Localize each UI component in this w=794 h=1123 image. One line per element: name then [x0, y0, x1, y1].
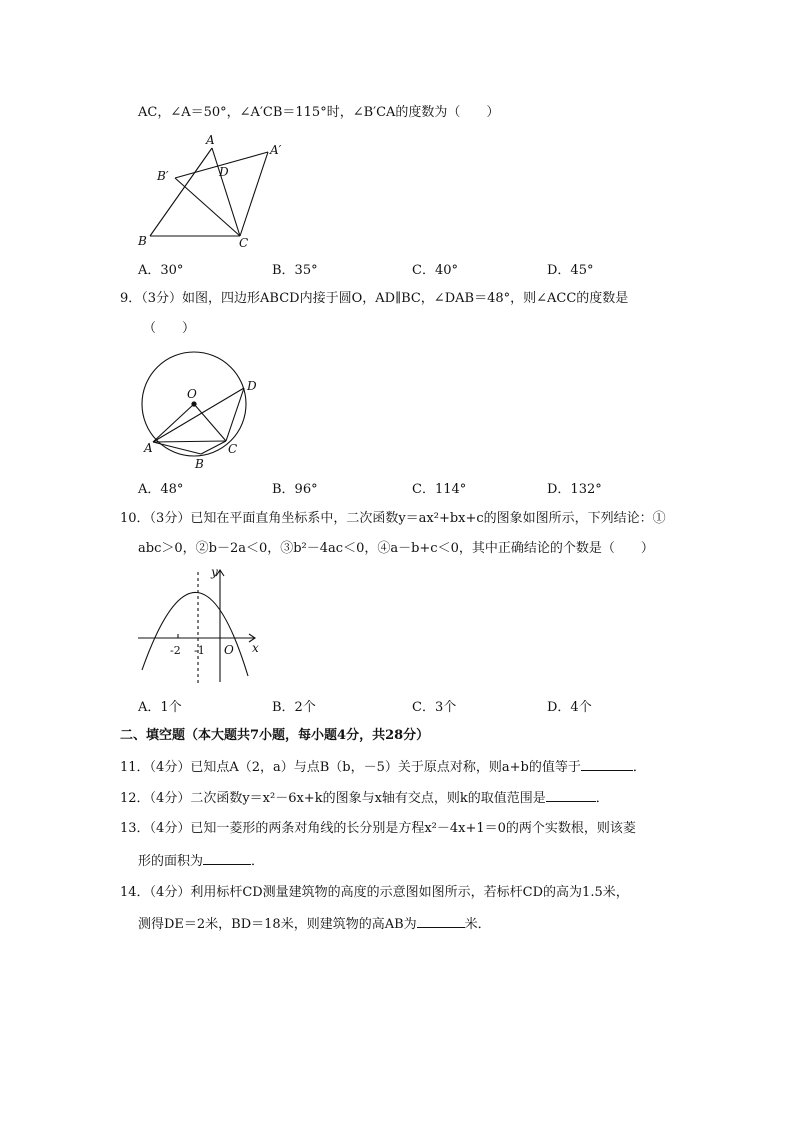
q9-stem-line2: （ ） — [143, 321, 196, 336]
label-B: B — [195, 457, 204, 471]
q10-stem-line2: abc＞0，②b－2a＜0，③b²－4ac＜0，④a－b+c＜0，其中正确结论的个数是（ ） — [138, 541, 654, 556]
segment-OA — [153, 404, 194, 442]
segment-OC — [194, 404, 226, 441]
q13-answer-blank[interactable] — [203, 852, 251, 865]
label-B: B — [138, 234, 147, 248]
segment-AB — [153, 442, 201, 454]
label-A: A — [206, 133, 215, 147]
segment-AprimeC — [240, 152, 268, 236]
label-B-prime: B′ — [157, 169, 169, 183]
q10-option-c[interactable]: C．3个 — [412, 700, 457, 715]
q8-stem: AC，∠A＝50°，∠A′CB＝115°时，∠B′CA的度数为（ ） — [138, 105, 500, 120]
q13-text: 形的面积为 — [138, 854, 204, 869]
label-O: O — [187, 387, 197, 401]
q13-end: ． — [251, 854, 265, 869]
label-D: D — [247, 379, 257, 393]
q8-option-a[interactable]: A．30° — [138, 263, 184, 278]
q11-end: ． — [632, 760, 646, 775]
q8-option-b[interactable]: B．35° — [272, 263, 318, 278]
q14-line2 — [138, 915, 491, 934]
q12 — [120, 789, 609, 808]
q12-end: ． — [595, 791, 609, 806]
label-x: x — [252, 641, 259, 655]
q12-text: 12．（4分）二次函数y＝x²－6x+k的图象与x轴有交点，则k的取值范围是 — [120, 791, 546, 806]
q8-options — [138, 259, 698, 277]
q14-line1: 14．（4分）利用标杆CD测量建筑物的高度的示意图如图所示，若标杆CD的高为1.5米， — [120, 885, 629, 900]
q11-text: 11．（4分）已知点A（2，a）与点B（b，－5）关于原点对称，则a+b的值等于 — [120, 760, 581, 775]
segment-AD — [153, 388, 244, 442]
q9-options — [138, 478, 698, 496]
q10-stem-line1: 10．（3分）已知在平面直角坐标系中，二次函数y＝ax²+bx+c的图象如图所示，下列结论：① — [120, 511, 666, 526]
q14-answer-blank[interactable] — [417, 915, 465, 928]
q13-line1: 13．（4分）已知一菱形的两条对角线的长分别是方程x²－4x+1＝0的两个实数根，则该菱 — [120, 821, 636, 836]
segment-CD — [226, 388, 244, 441]
label-y: y — [211, 565, 218, 579]
label-A-prime: A′ — [270, 143, 282, 157]
segment-AC — [153, 441, 226, 442]
q9-option-c[interactable]: C．114° — [412, 482, 467, 497]
label-C: C — [239, 236, 249, 250]
q9-option-a[interactable]: A．48° — [138, 482, 184, 497]
label-minus-2: -2 — [170, 644, 181, 657]
label-A: A — [144, 441, 153, 455]
q11 — [120, 758, 646, 777]
q13-line2 — [138, 852, 264, 871]
q8-option-d[interactable]: D．45° — [547, 263, 594, 278]
q9-figure — [136, 346, 266, 470]
label-minus-1: -1 — [194, 644, 205, 657]
label-C: C — [228, 442, 238, 456]
q10-figure — [134, 562, 264, 687]
center-dot — [191, 401, 196, 406]
q10-options — [138, 696, 698, 714]
q10-option-b[interactable]: B．2个 — [272, 700, 316, 715]
q9-option-d[interactable]: D．132° — [547, 482, 602, 497]
q14-text: 测得DE＝2米，BD＝18米，则建筑物的高AB为 — [138, 917, 417, 932]
q8-figure — [130, 128, 300, 253]
q12-answer-blank[interactable] — [546, 789, 596, 802]
q10-option-a[interactable]: A．1个 — [138, 700, 182, 715]
q9-stem-line1: 9．（3分）如图，四边形ABCD内接于圆O，AD∥BC，∠DAB＝48°，则∠ACC的度数是 — [120, 291, 629, 306]
label-origin: O — [224, 643, 234, 657]
q11-answer-blank[interactable] — [581, 758, 633, 771]
q8-option-c[interactable]: C．40° — [412, 263, 458, 278]
parabola — [142, 592, 248, 676]
label-D: D — [219, 165, 229, 179]
q9-option-b[interactable]: B．96° — [272, 482, 318, 497]
q10-option-d[interactable]: D．4个 — [547, 700, 592, 715]
section-2-title: 二、填空题（本大题共7小题，每小题4分，共28分） — [120, 728, 430, 743]
segment-AB — [150, 148, 212, 236]
q14-end: 米． — [464, 917, 491, 932]
